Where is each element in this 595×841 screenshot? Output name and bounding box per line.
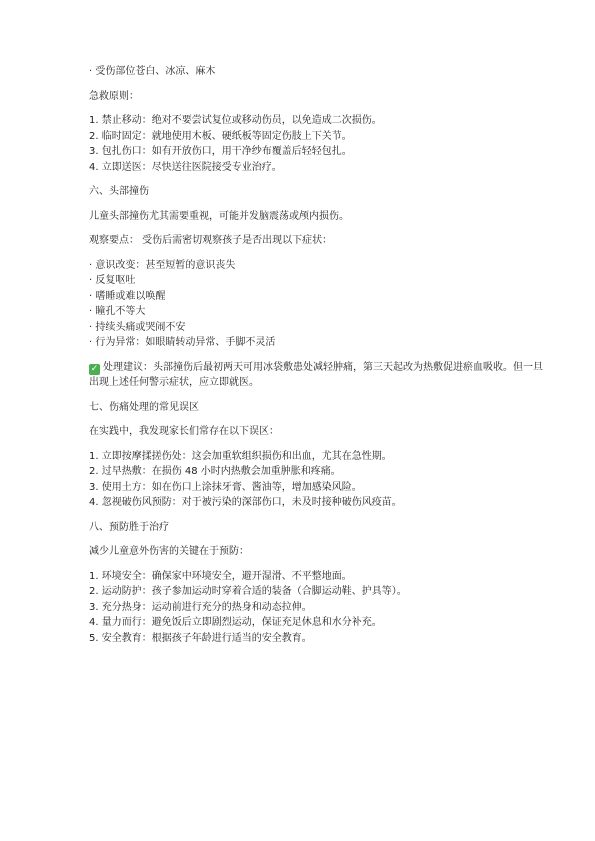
head-injury-intro: 儿童头部撞伤尤其需要重视，可能并发脑震荡或颅内损伤。 (89, 210, 349, 222)
misconception-item: 4. 忽视破伤风预防：对于被污染的深部伤口，未及时接种破伤风疫苗。 (89, 497, 402, 508)
first-aid-heading: 急救原则： (89, 90, 139, 102)
symptom-item: · 行为异常：如眼睛转动异常、手脚不灵活 (89, 337, 276, 348)
misconception-item: 2. 过早热敷：在损伤 48 小时内热敷会加重肿胀和疼痛。 (89, 466, 341, 477)
symptom-item: · 意识改变：甚至短暂的意识丧失 (89, 259, 236, 271)
check-mark-icon: ✓ (90, 363, 99, 374)
prevention-item: 5. 安全教育：根据孩子年龄进行适当的安全教育。 (89, 632, 312, 644)
first-aid-item: 3. 包扎伤口：如有开放伤口，用干净纱布覆盖后轻轻包扎。 (89, 146, 352, 157)
first-aid-item: 2. 临时固定：就地使用木板、硬纸板等固定伤肢上下关节。 (89, 130, 352, 142)
symptom-item: · 瞳孔不等大 (89, 306, 146, 317)
prevention-intro: 减少儿童意外伤害的关键在于预防： (89, 546, 249, 557)
section-heading-misconceptions: 七、伤痛处理的常见误区 (89, 401, 199, 413)
misconception-item: 3. 使用土方：如在伤口上涂抹牙膏、酱油等，增加感染风险。 (89, 481, 362, 493)
bullet-item: · 受伤部位苍白、冰凉、麻木 (89, 66, 216, 77)
misconception-item: 1. 立即按摩揉搓伤处：这会加重软组织损伤和出血，尤其在急性期。 (89, 450, 392, 462)
treatment-advice (89, 360, 549, 391)
misconceptions-intro: 在实践中，我发现家长们常存在以下误区： (89, 426, 279, 437)
symptom-item: · 嗜睡或难以唤醒 (89, 290, 166, 302)
prevention-item: 3. 充分热身：运动前进行充分的热身和动态拉伸。 (89, 601, 312, 613)
prevention-item: 4. 量力而行：避免饭后立即剧烈运动，保证充足休息和水分补充。 (89, 617, 382, 628)
symptom-item: · 持续头痛或哭闹不安 (89, 321, 186, 333)
observation-points: 观察要点： 受伤后需密切观察孩子是否出现以下症状： (89, 235, 333, 246)
first-aid-item: 4. 立即送医：尽快送往医院接受专业治疗。 (89, 161, 282, 173)
prevention-item: 1. 环境安全：确保家中环境安全，避开湿滑、不平整地面。 (89, 570, 352, 582)
first-aid-item: 1. 禁止移动：绝对不要尝试复位或移动伤员，以免造成二次损伤。 (89, 115, 382, 126)
section-heading-prevention: 八、预防胜于治疗 (89, 521, 169, 533)
section-heading-head-injury: 六、头部撞伤 (89, 186, 149, 197)
symptom-item: · 反复呕吐 (89, 275, 136, 286)
treatment-advice-text: 处理建议：头部撞伤后最初两天可用冰袋敷患处减轻肿痛，第三天起改为热敷促进瘀血吸收。但一旦出现上述任何警示症状，应立即就医。 (89, 361, 543, 388)
document-page (89, 64, 549, 646)
prevention-item: 2. 运动防护：孩子参加运动时穿着合适的装备（合脚运动鞋、护具等）。 (89, 586, 407, 597)
